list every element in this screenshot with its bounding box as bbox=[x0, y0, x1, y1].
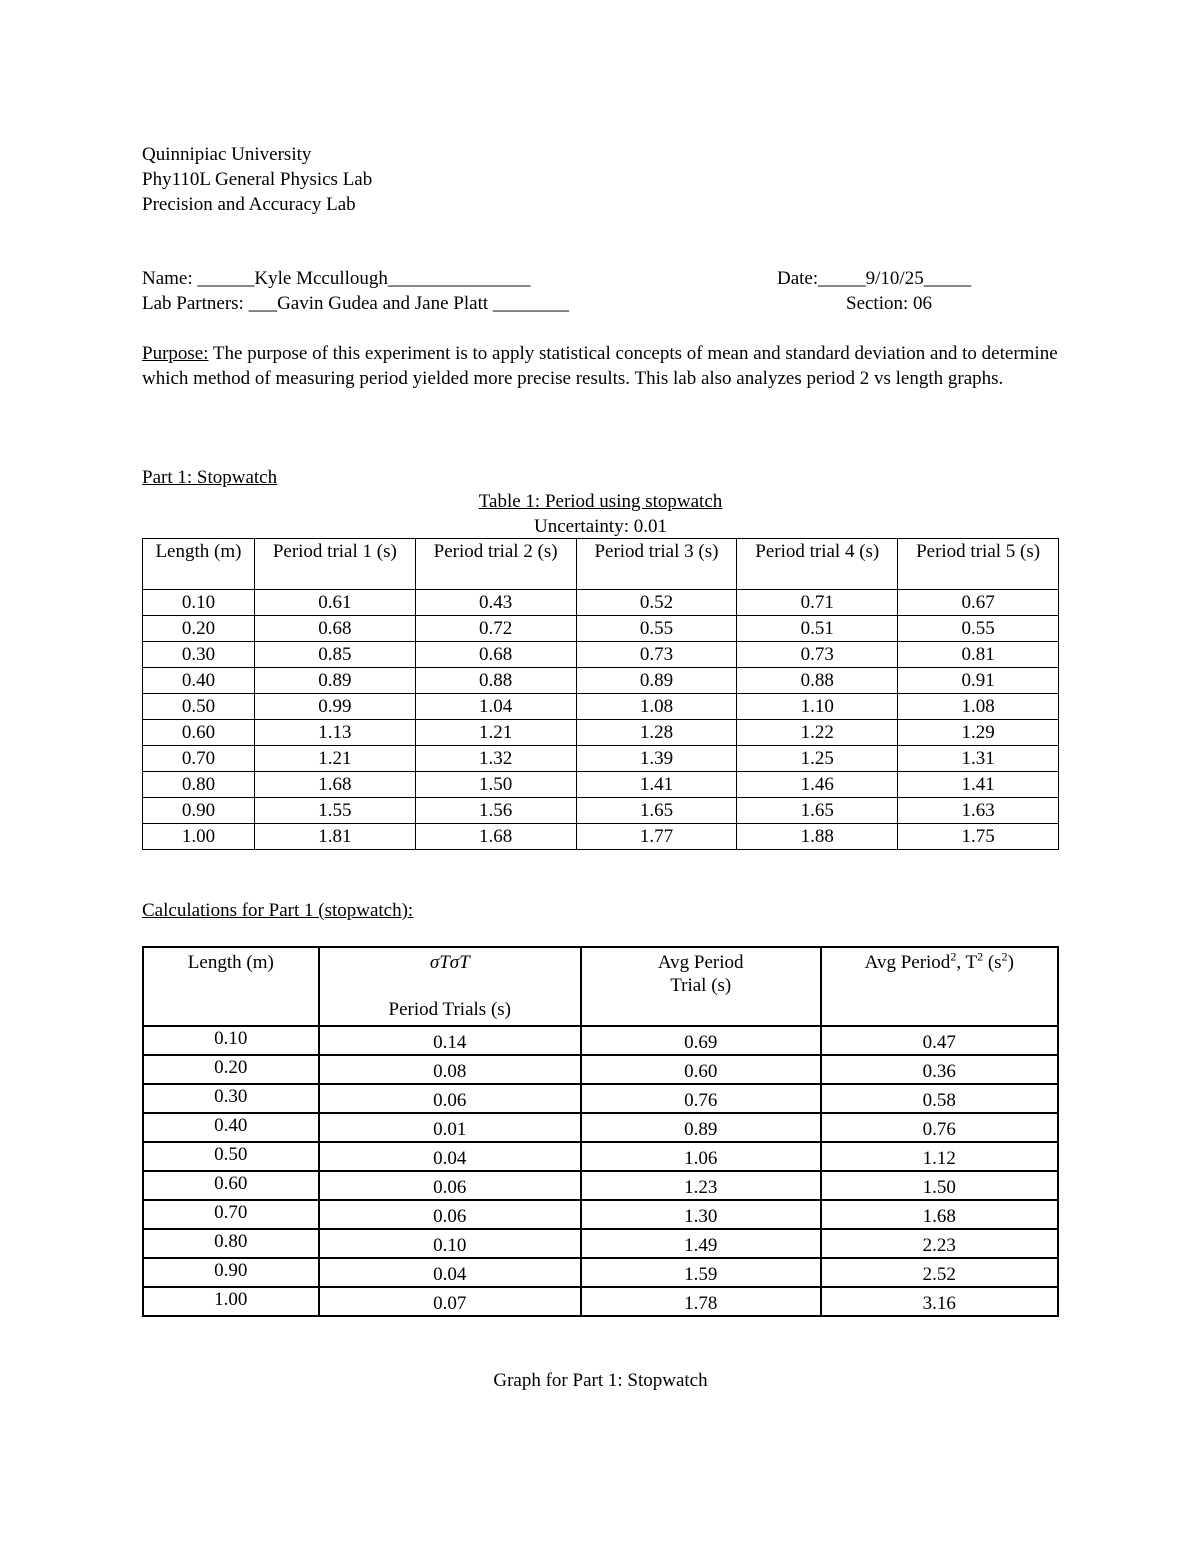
purpose-paragraph bbox=[142, 341, 1062, 391]
purpose-label: Purpose: bbox=[142, 343, 209, 364]
table-cell: 2.23 bbox=[821, 1229, 1058, 1258]
table-cell: 0.04 bbox=[319, 1258, 581, 1287]
lab-partners: Lab Partners: ___Gavin Gudea and Jane Platt ________ bbox=[142, 293, 569, 314]
table-cell: 0.36 bbox=[821, 1055, 1058, 1084]
table-row bbox=[143, 694, 1059, 720]
table-cell: 1.77 bbox=[576, 824, 737, 850]
table-cell: 0.89 bbox=[254, 668, 415, 694]
table-cell: 1.68 bbox=[254, 772, 415, 798]
table-row bbox=[143, 1171, 1058, 1200]
table-cell: 1.23 bbox=[581, 1171, 821, 1200]
table-cell: 0.76 bbox=[581, 1084, 821, 1113]
table2-body bbox=[143, 1026, 1058, 1316]
table-cell: 0.89 bbox=[576, 668, 737, 694]
table1-col-header: Period trial 5 (s) bbox=[898, 539, 1059, 590]
table1-col-header: Period trial 2 (s) bbox=[415, 539, 576, 590]
table-cell: 1.68 bbox=[415, 824, 576, 850]
table-cell: 1.21 bbox=[254, 746, 415, 772]
table-cell: 0.10 bbox=[143, 590, 255, 616]
table-cell: 0.70 bbox=[143, 746, 255, 772]
lab-title: Precision and Accuracy Lab bbox=[142, 194, 356, 215]
table-cell: 0.10 bbox=[143, 1026, 319, 1055]
table-cell: 1.22 bbox=[737, 720, 898, 746]
table-row bbox=[143, 1026, 1058, 1055]
table-cell: 0.10 bbox=[319, 1229, 581, 1258]
table-cell: 1.41 bbox=[898, 772, 1059, 798]
table-cell: 0.14 bbox=[319, 1026, 581, 1055]
table-cell: 0.61 bbox=[254, 590, 415, 616]
table-cell: 0.40 bbox=[143, 1113, 319, 1142]
lab-section: Section: 06 bbox=[846, 293, 933, 314]
table-cell: 1.50 bbox=[821, 1171, 1058, 1200]
table-cell: 0.01 bbox=[319, 1113, 581, 1142]
header-avg-sq-b: , T bbox=[956, 952, 978, 973]
table-row bbox=[143, 1055, 1058, 1084]
table-row bbox=[143, 590, 1059, 616]
table-cell: 0.06 bbox=[319, 1200, 581, 1229]
table-cell: 1.59 bbox=[581, 1258, 821, 1287]
stopwatch-period-table bbox=[142, 538, 1059, 850]
header-avg-sq-d: ) bbox=[1007, 952, 1014, 973]
table-cell: 0.43 bbox=[415, 590, 576, 616]
table1-uncertainty: Uncertainty: 0.01 bbox=[534, 516, 667, 537]
table-cell: 0.68 bbox=[415, 642, 576, 668]
table-cell: 1.00 bbox=[143, 824, 255, 850]
table-cell: 0.89 bbox=[581, 1113, 821, 1142]
header-avg-period bbox=[581, 947, 821, 1026]
table-cell: 1.04 bbox=[415, 694, 576, 720]
table-cell: 1.25 bbox=[737, 746, 898, 772]
table-row bbox=[143, 772, 1059, 798]
header-sigma-unit: Period Trials (s) bbox=[388, 999, 511, 1020]
table-cell: 0.80 bbox=[143, 772, 255, 798]
table-cell: 0.90 bbox=[143, 1258, 319, 1287]
header-avg-sq-c: (s bbox=[983, 952, 1002, 973]
table-cell: 2.52 bbox=[821, 1258, 1058, 1287]
table-cell: 1.00 bbox=[143, 1287, 319, 1316]
course-name: Phy110L General Physics Lab bbox=[142, 169, 373, 190]
table-cell: 0.20 bbox=[143, 1055, 319, 1084]
table-cell: 0.99 bbox=[254, 694, 415, 720]
header-avg-sq-sup2: 2 bbox=[977, 949, 984, 964]
table-cell: 0.40 bbox=[143, 668, 255, 694]
table-row bbox=[143, 1258, 1058, 1287]
table-cell: 0.90 bbox=[143, 798, 255, 824]
header-length bbox=[143, 947, 319, 1026]
table1-col-header: Period trial 1 (s) bbox=[254, 539, 415, 590]
table-cell: 0.85 bbox=[254, 642, 415, 668]
header-avg-sq-sup1: 2 bbox=[950, 949, 957, 964]
header-avg-sq-sup3: 2 bbox=[1001, 949, 1008, 964]
lab-date: Date:_____9/10/25_____ bbox=[777, 268, 972, 289]
table-row bbox=[143, 1142, 1058, 1171]
table-cell: 1.29 bbox=[898, 720, 1059, 746]
table-cell: 0.51 bbox=[737, 616, 898, 642]
table-row bbox=[143, 824, 1059, 850]
table-row bbox=[143, 746, 1059, 772]
part1-heading: Part 1: Stopwatch bbox=[142, 467, 278, 488]
header-avg-period-squared bbox=[821, 947, 1058, 1026]
table-cell: 1.31 bbox=[898, 746, 1059, 772]
table-row bbox=[143, 720, 1059, 746]
table1-body bbox=[143, 590, 1059, 850]
table-cell: 0.55 bbox=[898, 616, 1059, 642]
table-row bbox=[143, 1200, 1058, 1229]
table-cell: 1.12 bbox=[821, 1142, 1058, 1171]
table-cell: 0.70 bbox=[143, 1200, 319, 1229]
table-row bbox=[143, 798, 1059, 824]
calc-heading: Calculations for Part 1 (stopwatch): bbox=[142, 900, 414, 921]
table-cell: 1.65 bbox=[737, 798, 898, 824]
table1-title: Table 1: Period using stopwatch bbox=[478, 491, 723, 512]
header-sigma-symbol: σTσT bbox=[429, 952, 470, 973]
table1-header-row bbox=[143, 539, 1059, 590]
table1-col-header: Length (m) bbox=[143, 539, 255, 590]
document-header bbox=[142, 142, 372, 217]
table-row bbox=[143, 1113, 1058, 1142]
table-cell: 1.41 bbox=[576, 772, 737, 798]
table-cell: 0.73 bbox=[737, 642, 898, 668]
table-cell: 0.50 bbox=[143, 1142, 319, 1171]
table-cell: 1.55 bbox=[254, 798, 415, 824]
table-cell: 0.60 bbox=[143, 720, 255, 746]
table-row bbox=[143, 616, 1059, 642]
table-cell: 0.76 bbox=[821, 1113, 1058, 1142]
table1-col-header: Period trial 3 (s) bbox=[576, 539, 737, 590]
table-cell: 1.08 bbox=[898, 694, 1059, 720]
table-cell: 1.21 bbox=[415, 720, 576, 746]
table-cell: 0.91 bbox=[898, 668, 1059, 694]
table-cell: 0.52 bbox=[576, 590, 737, 616]
table-row bbox=[143, 1229, 1058, 1258]
table-cell: 1.10 bbox=[737, 694, 898, 720]
purpose-text: The purpose of this experiment is to apply statistical concepts of mean and standard deviation and to determine which method of measuring period yielded more precise results. This lab also analyzes period 2 vs length graphs. bbox=[142, 343, 1058, 389]
header-avg-period-text: Avg Period Trial (s) bbox=[657, 952, 744, 996]
table-cell: 1.63 bbox=[898, 798, 1059, 824]
table-cell: 1.30 bbox=[581, 1200, 821, 1229]
student-name: Name: ______Kyle Mccullough_______________ bbox=[142, 268, 531, 289]
header-sigma bbox=[319, 947, 581, 1026]
table2-header-row bbox=[143, 947, 1058, 1026]
header-length-text: Length (m) bbox=[187, 952, 274, 973]
table-cell: 0.67 bbox=[898, 590, 1059, 616]
table-cell: 0.60 bbox=[581, 1055, 821, 1084]
table-cell: 0.88 bbox=[737, 668, 898, 694]
table-cell: 0.06 bbox=[319, 1171, 581, 1200]
table-cell: 0.88 bbox=[415, 668, 576, 694]
table-cell: 1.06 bbox=[581, 1142, 821, 1171]
table-cell: 0.71 bbox=[737, 590, 898, 616]
table-cell: 0.04 bbox=[319, 1142, 581, 1171]
table-cell: 0.60 bbox=[143, 1171, 319, 1200]
table-cell: 1.50 bbox=[415, 772, 576, 798]
graph-caption: Graph for Part 1: Stopwatch bbox=[493, 1370, 708, 1391]
table-cell: 0.80 bbox=[143, 1229, 319, 1258]
table-cell: 0.47 bbox=[821, 1026, 1058, 1055]
table-cell: 1.49 bbox=[581, 1229, 821, 1258]
table-cell: 1.65 bbox=[576, 798, 737, 824]
table-cell: 1.08 bbox=[576, 694, 737, 720]
table-cell: 1.75 bbox=[898, 824, 1059, 850]
table-cell: 0.08 bbox=[319, 1055, 581, 1084]
table-cell: 0.73 bbox=[576, 642, 737, 668]
table-cell: 1.13 bbox=[254, 720, 415, 746]
table-cell: 0.68 bbox=[254, 616, 415, 642]
table-cell: 0.30 bbox=[143, 642, 255, 668]
table-row bbox=[143, 1287, 1058, 1316]
table-cell: 1.39 bbox=[576, 746, 737, 772]
table1-col-header: Period trial 4 (s) bbox=[737, 539, 898, 590]
table-cell: 1.78 bbox=[581, 1287, 821, 1316]
table-cell: 0.58 bbox=[821, 1084, 1058, 1113]
university-name: Quinnipiac University bbox=[142, 144, 312, 165]
table-row bbox=[143, 668, 1059, 694]
table-cell: 1.81 bbox=[254, 824, 415, 850]
table-cell: 3.16 bbox=[821, 1287, 1058, 1316]
table-cell: 0.30 bbox=[143, 1084, 319, 1113]
table-cell: 0.72 bbox=[415, 616, 576, 642]
table-cell: 0.50 bbox=[143, 694, 255, 720]
table-row bbox=[143, 1084, 1058, 1113]
table-cell: 0.81 bbox=[898, 642, 1059, 668]
table-cell: 1.46 bbox=[737, 772, 898, 798]
table-cell: 0.07 bbox=[319, 1287, 581, 1316]
table-row bbox=[143, 642, 1059, 668]
table-cell: 1.32 bbox=[415, 746, 576, 772]
header-avg-sq-a: Avg Period bbox=[864, 952, 951, 973]
table-cell: 1.68 bbox=[821, 1200, 1058, 1229]
table-cell: 0.69 bbox=[581, 1026, 821, 1055]
table-cell: 1.56 bbox=[415, 798, 576, 824]
table-cell: 1.28 bbox=[576, 720, 737, 746]
table-cell: 0.55 bbox=[576, 616, 737, 642]
table-cell: 0.06 bbox=[319, 1084, 581, 1113]
table-cell: 0.20 bbox=[143, 616, 255, 642]
calculations-table bbox=[142, 946, 1059, 1317]
table-cell: 1.88 bbox=[737, 824, 898, 850]
